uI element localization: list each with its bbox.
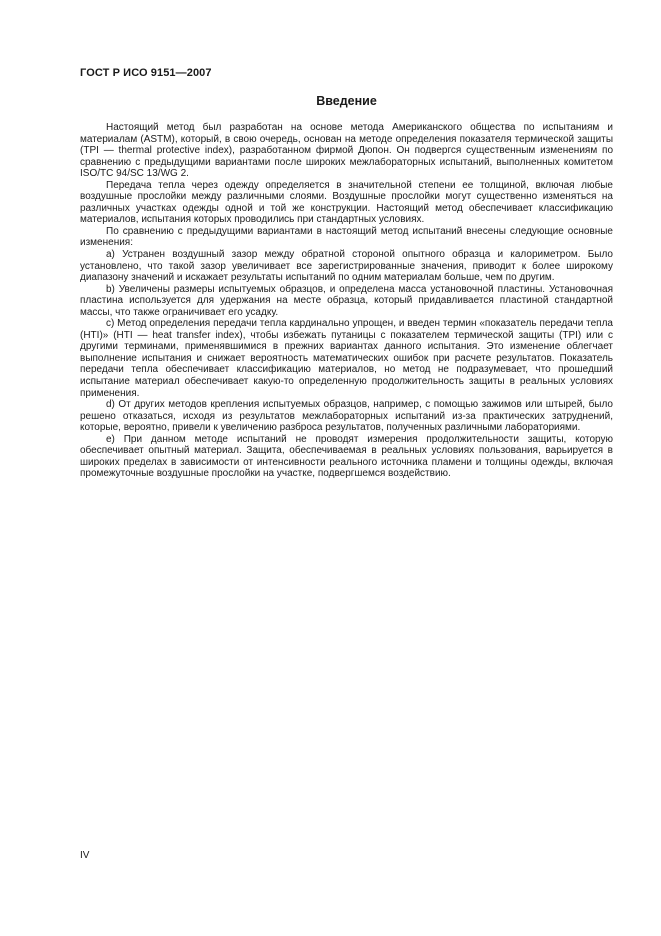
paragraph-change-b: b) Увеличены размеры испытуемых образцов, и определена масса установочной пластины. Установочная пластина используется для удержания на месте образца, который придавливается пластиной стандартной массы, что также ограничивает его усадку.	[80, 283, 613, 318]
paragraph-intro: Настоящий метод был разработан на основе метода Американского общества по испытаниям и материалам (ASTM), который, в свою очередь, основан на методе определения показателя термической защиты (TPI — thermal protective index), разработанном фирмой Дюпон. Он подвергся существенным изменениям по сравнению с предыдущими вариантами после широких межлабораторных испытаний, выполненных комитетом ISO/TC 94/SC 13/WG 2.	[80, 122, 613, 180]
paragraph-change-d: d) От других методов крепления испытуемых образцов, например, с помощью зажимов или штырей, было решено отказаться, исходя из результатов межлабораторных испытаний из-за практических затруднений, которые, вероятно, привели к увеличению разброса результатов, полученных различными лабораториями.	[80, 399, 613, 434]
paragraph-change-a: a) Устранен воздушный зазор между обратной стороной опытного образца и калориметром. Было установлено, что такой зазор увеличивает все зарегистрированные значения, приводит к более широкому диапазону значений и искажает результаты испытаний по одним материалам больше, чем по другим.	[80, 249, 613, 284]
paragraph-change-e: e) При данном методе испытаний не проводят измерения продолжительности защиты, которую обеспечивает опытный материал. Защита, обеспечиваемая в реальных условиях пользования, варьируется в широких пределах в зависимости от интенсивности реального источника пламени и толщины одежды, включая промежуточные воздушные прослойки на участке, подвергшемся воздействию.	[80, 433, 613, 480]
introduction-body	[80, 122, 613, 480]
paragraph-heat-transfer: Передача тепла через одежду определяется в значительной степени ее толщиной, включая любые воздушные прослойки между различными слоями. Воздушные прослойки могут существенно изменяться на различных участках одежды одной и той же конструкции. Настоящий метод обеспечивает классификацию материалов, испытания которых проводились при стандартных условиях.	[80, 179, 613, 226]
section-title: Введение	[316, 94, 377, 108]
paragraph-change-c: c) Метод определения передачи тепла кардинально упрощен, и введен термин «показатель передачи тепла (HTI)» (HTI — heat transfer index), чтобы избежать путаницы с показателем термической защиты (TPI) или с другими терминами, применявшимися в прежних вариантах данного испытания. Это изменение облегчает выполнение испытания и снижает вероятность математических ошибок при расчете результатов. Показатель передачи тепла обеспечивает классификацию материалов, но метод не подразумевает, что прошедший испытание материал обеспечивает какую-то определенную продолжительность защиты в реальных условиях применения.	[80, 318, 613, 399]
paragraph-changes-lead: По сравнению с предыдущими вариантами в настоящий метод испытаний внесены следующие основные изменения:	[80, 225, 613, 249]
standard-identifier: ГОСТ Р ИСО 9151—2007	[80, 67, 212, 79]
page-number: IV	[80, 850, 90, 861]
